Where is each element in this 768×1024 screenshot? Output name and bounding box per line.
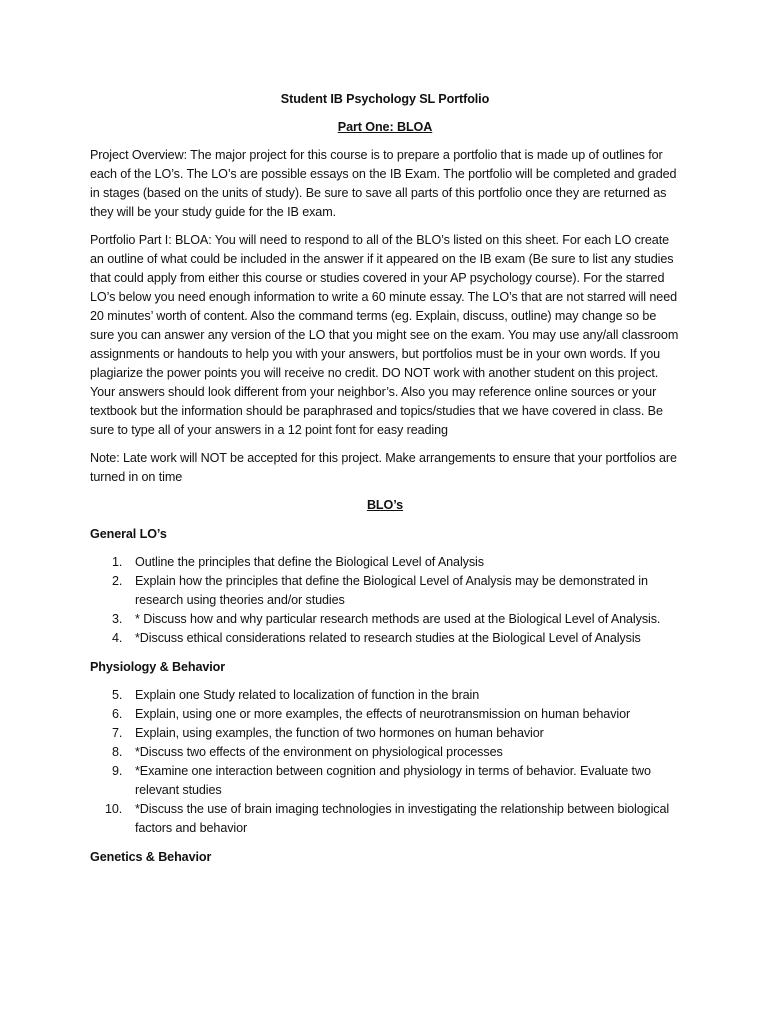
list-item-text: Explain one Study related to localization of function in the brain — [135, 688, 480, 702]
list-item — [90, 686, 680, 705]
list-item — [90, 610, 680, 629]
list-item-number: 7. — [112, 726, 123, 740]
list-item-number: 1. — [112, 555, 123, 569]
list-item — [90, 572, 680, 610]
list-item-text: *Discuss ethical considerations related to research studies at the Biological Level of Analysis — [135, 631, 641, 645]
list-item — [90, 629, 680, 648]
list-item-text: *Examine one interaction between cognition and physiology in terms of behavior. Evaluate two relevant studies — [135, 764, 651, 797]
list-item-text: Explain, using one or more examples, the effects of neurotransmission on human behavior — [135, 707, 631, 721]
section-heading-physiology: Physiology & Behavior — [90, 660, 226, 674]
document-title: Student IB Psychology SL Portfolio — [280, 92, 490, 106]
list-item-text: *Discuss the use of brain imaging technologies in investigating the relationship between biological factors and behavior — [135, 802, 670, 835]
list-item — [90, 743, 680, 762]
physiology-lo-list — [90, 686, 680, 838]
list-item-number: 8. — [112, 745, 123, 759]
list-item — [90, 724, 680, 743]
portfolio-part-one-paragraph: Portfolio Part I: BLOA: You will need to respond to all of the BLO’s listed on this sheet. For each LO create an outline of what could be included in the answer if it appeared on the IB exam (Be sure to list any studies that could apply from either this course or studies covered in your AP psychology course). For the starred LO’s below you need enough information to write a 60 minute essay. The LO’s that are not starred will need 20 minutes’ worth of content. Also the command terms (eg. Explain, discuss, outline) may change so be sure you can answer any version of the LO that you might see on the exam. You may use any/all classroom assignments or handouts to help you with your answers, but portfolios must be in your own words. If you plagiarize the power points you will receive no credit. DO NOT work with another student on this project. Your answers should look different from your neighbor’s. Also you may reference online sources or your textbook but the information should be paraphrased and topics/studies that we have covered in class. Be sure to type all of your answers in a 12 point font for easy reading — [90, 233, 679, 437]
section-heading-genetics: Genetics & Behavior — [90, 850, 212, 864]
list-item-number: 3. — [112, 612, 123, 626]
list-item-number: 10. — [105, 802, 123, 816]
list-item — [90, 762, 680, 800]
project-overview-paragraph: Project Overview: The major project for this course is to prepare a portfolio that is made up of outlines for each of the LO’s. The LO’s are possible essays on the IB Exam. The portfolio will be completed and graded in stages (based on the units of study). Be sure to save all parts of this portfolio once they are returned as they will be your study guide for the IB exam. — [90, 148, 677, 219]
list-item-number: 5. — [112, 688, 123, 702]
list-item-text: Explain, using examples, the function of two hormones on human behavior — [135, 726, 544, 740]
general-lo-list — [90, 553, 680, 648]
late-work-note-paragraph: Note: Late work will NOT be accepted for this project. Make arrangements to ensure that your portfolios are turned in on time — [90, 451, 677, 484]
list-item-text: * Discuss how and why particular research methods are used at the Biological Level of Analysis. — [135, 612, 661, 626]
list-item-number: 9. — [112, 764, 123, 778]
list-item — [90, 800, 680, 838]
document-subtitle: Part One: BLOA — [337, 120, 433, 134]
blo-heading: BLO’s — [366, 498, 404, 512]
document-content — [90, 90, 680, 876]
list-item-number: 2. — [112, 574, 123, 588]
section-heading-general: General LO’s — [90, 527, 167, 541]
list-item-text: Explain how the principles that define the Biological Level of Analysis may be demonstrated in research using theories and/or studies — [135, 574, 648, 607]
list-item-number: 4. — [112, 631, 123, 645]
list-item-text: Outline the principles that define the Biological Level of Analysis — [135, 555, 484, 569]
list-item — [90, 705, 680, 724]
list-item-number: 6. — [112, 707, 123, 721]
list-item — [90, 553, 680, 572]
list-item-text: *Discuss two effects of the environment on physiological processes — [135, 745, 503, 759]
